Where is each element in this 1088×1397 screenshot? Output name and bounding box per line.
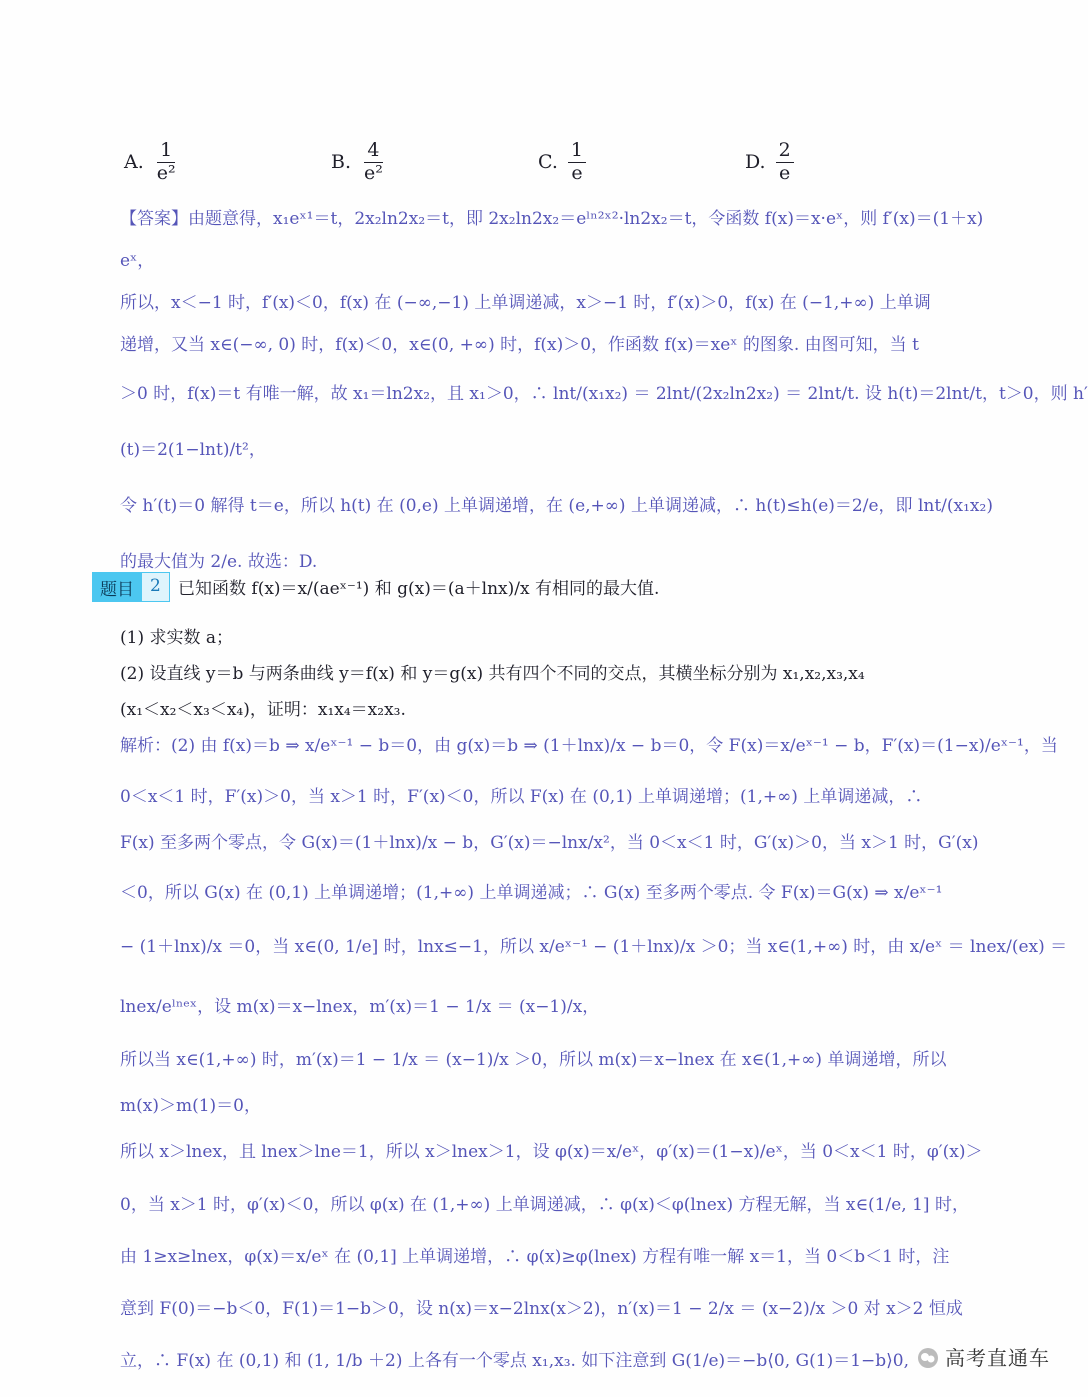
solution-line: F(x) 至多两个零点，令 G(x)＝(1＋lnx)/x − b，G′(x)＝−lnx/x²，当 0＜x＜1 时，G′(x)＞0，当 x＞1 时，G′(x): [120, 833, 979, 853]
solution-line: 解析：(2) 由 f(x)＝b ⇒ x/eˣ⁻¹ − b＝0，由 g(x)＝b ⇒ (1＋lnx)/x − b＝0，令 F(x)＝x/eˣ⁻¹ − b，F′(x)＝(1−x)/eˣ⁻¹，当: [120, 736, 1058, 756]
problem-badge: [92, 572, 170, 602]
numerator: 2: [776, 140, 794, 163]
solution-line: 立，∴ F(x) 在 (0,1) 和 (1, 1/b ＋2) 上各有一个零点 x₁,x₃. 如下注意到 G(1/e)＝−b⟨0, G(1)＝1−b⟩0,: [120, 1351, 910, 1371]
choice-d[interactable]: [745, 140, 796, 185]
solution-line: 0，当 x＞1 时，φ′(x)＜0，所以 φ(x) 在 (1,+∞) 上单调递减，∴ φ(x)＜φ(lnex) 方程无解，当 x∈(1/e, 1] 时，: [120, 1195, 969, 1215]
wechat-logo-icon: [917, 1347, 939, 1369]
answer-line: 所以，x＜−1 时，f′(x)＜0，f(x) 在 (−∞,−1) 上单调递减，x＞−1 时，f′(x)＞0，f(x) 在 (−1,+∞) 上单调: [120, 293, 931, 313]
denominator: e²: [156, 161, 176, 184]
answer-line: 递增，又当 x∈(−∞, 0) 时，f(x)＜0，x∈(0, +∞) 时，f(x)＞0，作函数 f(x)＝xeˣ 的图象. 由图可知，当 t: [120, 335, 919, 355]
choice-a[interactable]: [124, 140, 181, 185]
choice-c[interactable]: [538, 140, 588, 185]
numerator: 4: [364, 140, 382, 163]
problem-parts: [120, 620, 990, 728]
problem-stem: 已知函数 f(x)＝x/(aeˣ⁻¹) 和 g(x)＝(a＋lnx)/x 有相同的最大值.: [178, 579, 660, 599]
answer-line: 令 h′(t)＝0 解得 t＝e，所以 h(t) 在 (0,e) 上单调递增，在 (e,+∞) 上单调递减，∴ h(t)≤h(e)＝2/e，即 lnt/(x₁x₂): [120, 496, 993, 516]
choice-letter: A.: [124, 151, 144, 174]
choice-fraction: [776, 140, 794, 185]
choice-letter: D.: [745, 151, 766, 174]
solution-line: 所以 x＞lnex，且 lnex＞lne＝1，所以 x＞lnex＞1，设 φ(x)＝x/eˣ，φ′(x)＝(1−x)/eˣ，当 0＜x＜1 时，φ′(x)＞: [120, 1142, 983, 1162]
choice-fraction: [361, 140, 386, 185]
problem-part: (1) 求实数 a；: [120, 628, 234, 648]
solution-line: 由 1≥x≥lnex，φ(x)＝x/eˣ 在 (0,1] 上单调递增，∴ φ(x)≥φ(lnex) 方程有唯一解 x＝1，当 0＜b＜1 时，注: [120, 1247, 950, 1267]
denominator: e: [571, 161, 583, 184]
problem-badge-label: 题目: [92, 572, 142, 602]
denominator: e²: [364, 161, 383, 184]
problem-part: (x₁＜x₂＜x₃＜x₄)，证明：x₁x₄＝x₂x₃.: [120, 700, 406, 720]
answer-choices: [124, 140, 1024, 190]
solution-line: 意到 F(0)＝−b＜0，F(1)＝1−b＞0，设 n(x)＝x−2lnx(x＞2)，n′(x)＝1 − 2/x ＝ (x−2)/x ＞0 对 x＞2 恒成: [120, 1299, 963, 1319]
choice-fraction: [568, 140, 586, 185]
answer-line: 的最大值为 2/e. 故选：D.: [120, 552, 318, 572]
watermark-text: 高考直通车: [945, 1346, 1050, 1370]
solution-line: 0＜x＜1 时，F′(x)＞0，当 x＞1 时，F′(x)＜0，所以 F(x) 在 (0,1) 上单调递增；(1,+∞) 上单调递减，∴: [120, 787, 923, 807]
problem-badge-number: 2: [142, 572, 170, 602]
solution-line: m(x)＞m(1)＝0，: [120, 1096, 261, 1116]
denominator: e: [779, 161, 791, 184]
problem-part: (2) 设直线 y＝b 与两条曲线 y＝f(x) 和 y＝g(x) 共有四个不同的交点，其横坐标分别为 x₁,x₂,x₃,x₄: [120, 664, 865, 684]
answer-line: (t)＝2(1−lnt)/t²，: [120, 440, 266, 460]
solution-line: 所以当 x∈(1,+∞) 时，m′(x)＝1 − 1/x ＝ (x−1)/x ＞0，所以 m(x)＝x−lnex 在 x∈(1,+∞) 单调递增，所以: [120, 1050, 947, 1070]
solution-line: ＜0，所以 G(x) 在 (0,1) 上单调递增；(1,+∞) 上单调递减；∴ G(x) 至多两个零点. 令 F(x)＝G(x) ⇒ x/eˣ⁻¹: [120, 883, 943, 903]
answer-line: ＞0 时，f(x)＝t 有唯一解，故 x₁＝ln2x₂，且 x₁＞0，∴ lnt/(x₁x₂) ＝ 2lnt/(2x₂ln2x₂) ＝ 2lnt/t. 设 h(t)＝2lnt/t，t＞0，则 h′: [120, 384, 1088, 404]
solution-line: lnex/eˡⁿᵉˣ，设 m(x)＝x−lnex，m′(x)＝1 − 1/x ＝ (x−1)/x，: [120, 997, 600, 1017]
choice-fraction: [154, 140, 179, 185]
choice-letter: C.: [538, 151, 558, 174]
numerator: 1: [157, 140, 175, 163]
numerator: 1: [568, 140, 586, 163]
answer-explanation: [120, 198, 1088, 590]
choice-letter: B.: [331, 151, 352, 174]
choice-b[interactable]: [331, 140, 388, 185]
answer-line: eˣ，: [120, 251, 155, 271]
watermark: [917, 1342, 1050, 1371]
answer-line: 【答案】由题意得，x₁eˣ¹＝t，2x₂ln2x₂＝t，即 2x₂ln2x₂＝eˡⁿ²ˣ²·ln2x₂＝t，令函数 f(x)＝x·eˣ，则 f′(x)＝(1＋x): [120, 209, 984, 229]
solution-line: − (1＋lnx)/x ＝0，当 x∈(0, 1/e] 时，lnx≤−1，所以 x/eˣ⁻¹ − (1＋lnx)/x ＞0；当 x∈(1,+∞) 时，由 x/eˣ ＝ lnex/(ex) ＝: [120, 937, 1068, 957]
